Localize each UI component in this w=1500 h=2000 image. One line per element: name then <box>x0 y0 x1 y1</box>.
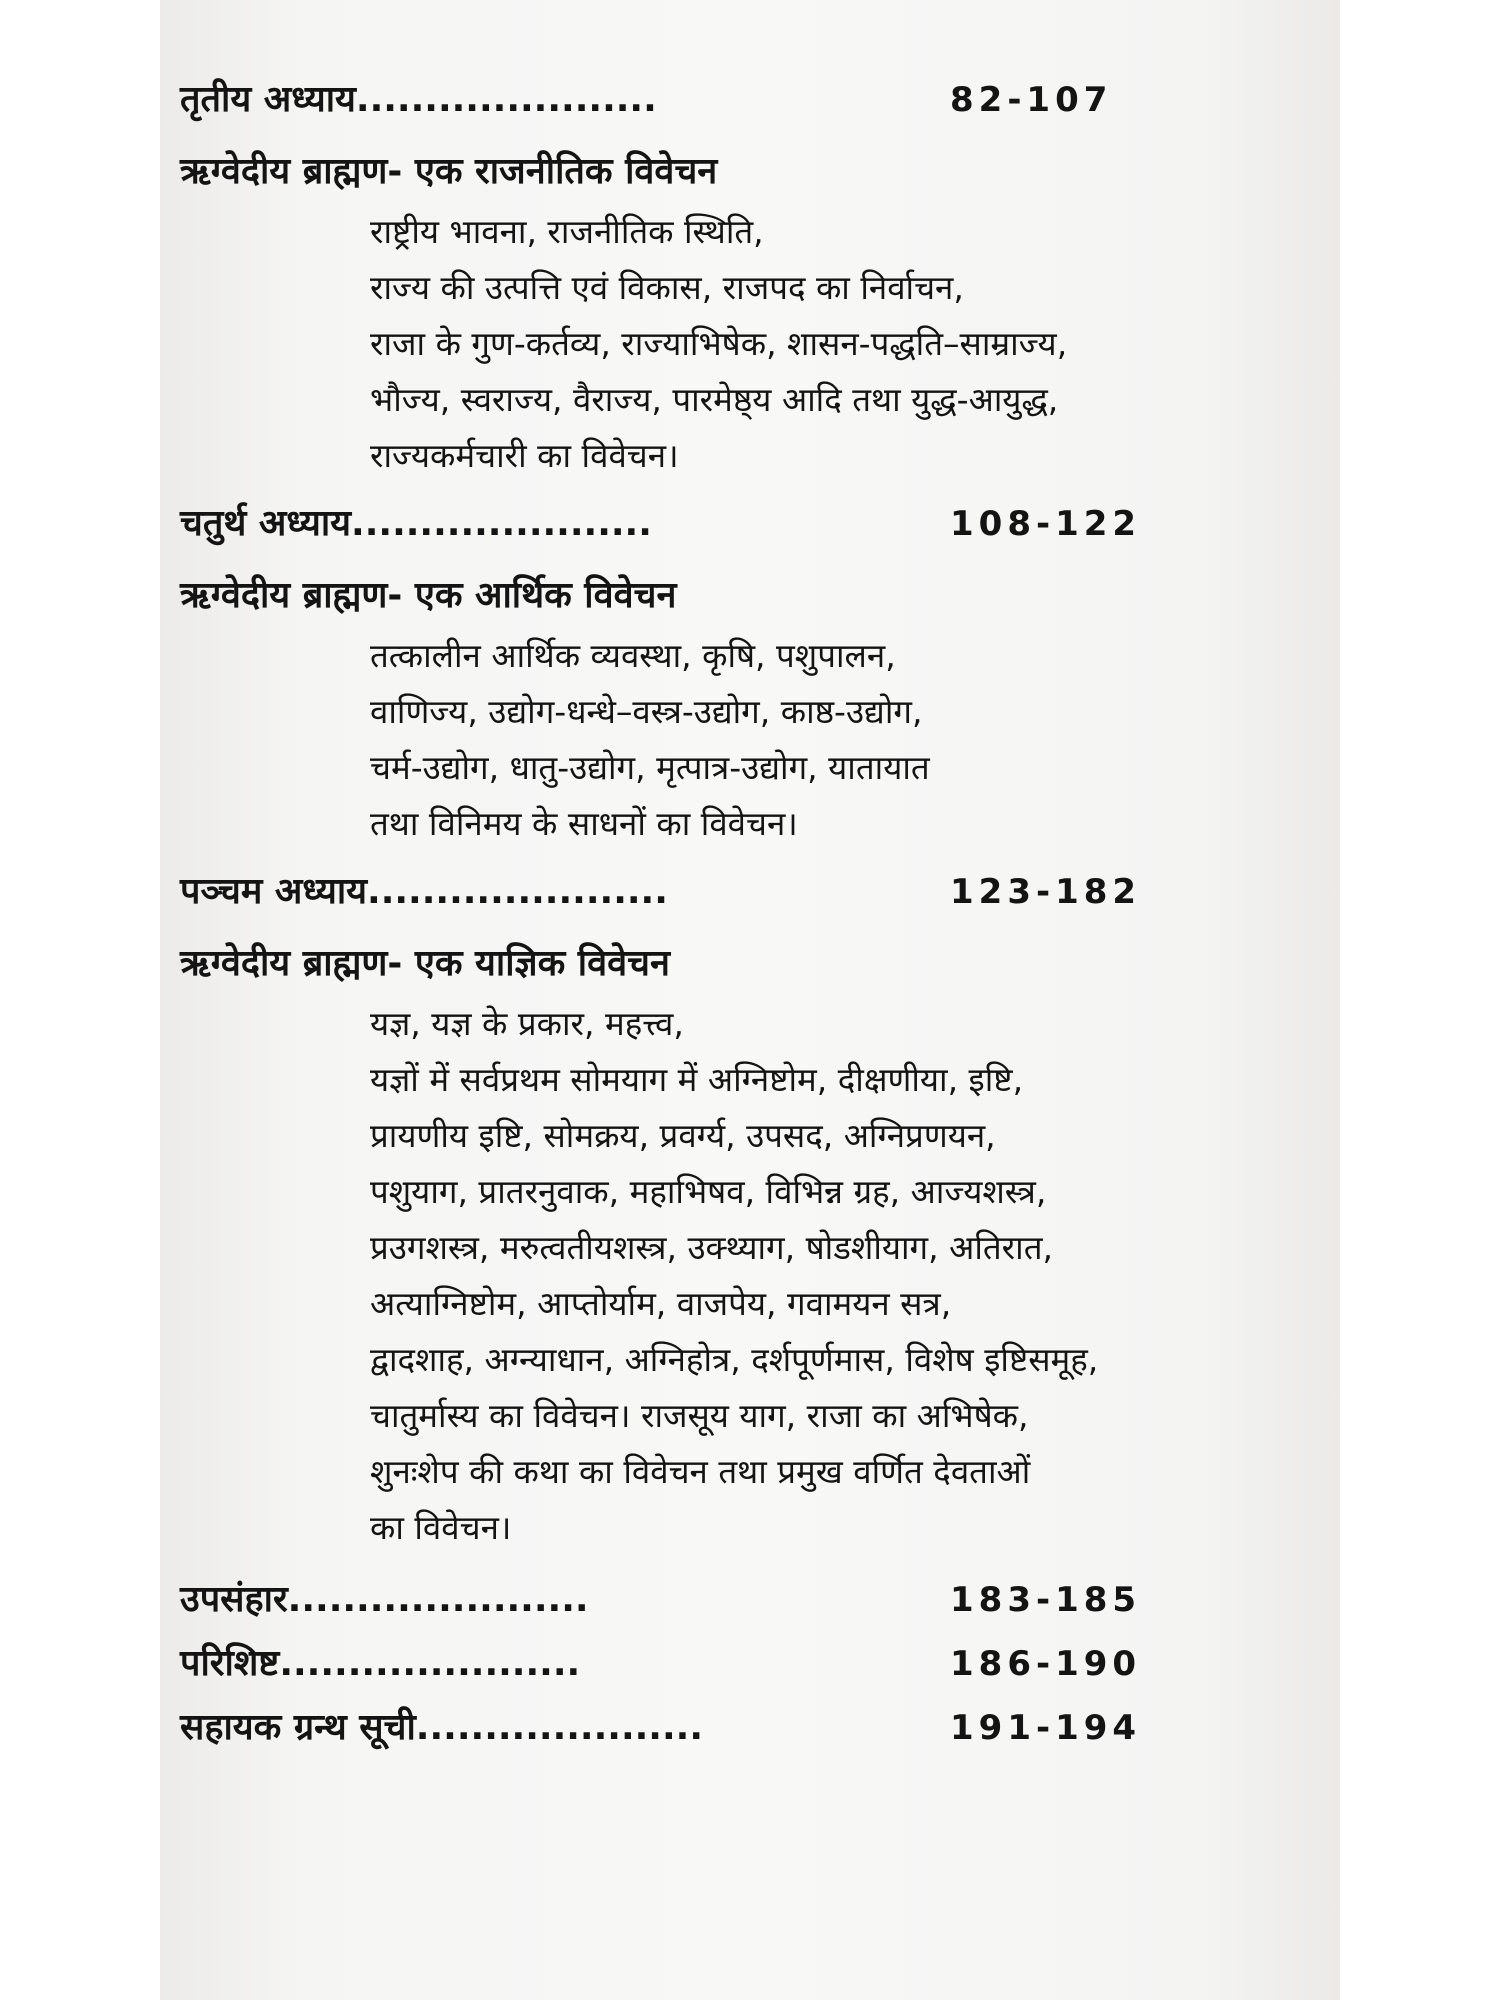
end-entry-conclusion <box>180 1568 1320 1632</box>
entry-heading <box>180 1696 1320 1760</box>
description-line: प्रउगशस्त्र, मरुत्वतीयशस्त्र, उक्थ्याग, षोडशीयाग, अतिरात, <box>370 1228 1054 1267</box>
entry-title: उपसंहार...................... <box>180 1579 589 1620</box>
chapter-heading <box>180 60 1320 140</box>
chapter-description <box>180 204 1320 484</box>
description-line: तथा विनिमय के साधनों का विवेचन। <box>370 804 798 843</box>
description-line: शुनःशेप की कथा का विवेचन तथा प्रमुख वर्णित देवताओं <box>370 1452 1031 1491</box>
description-line: राष्ट्रीय भावना, राजनीतिक स्थिति, <box>370 212 764 251</box>
description-line: यज्ञों में सर्वप्रथम सोमयाग में अग्निष्टोम, दीक्षणीया, इष्टि, <box>370 1060 1024 1099</box>
end-entry-bibliography <box>180 1696 1320 1760</box>
description-line: यज्ञ, यज्ञ के प्रकार, महत्त्व, <box>370 1004 684 1043</box>
chapter-heading <box>180 852 1320 932</box>
entry-heading <box>180 1568 1320 1632</box>
description-line: तत्कालीन आर्थिक व्यवस्था, कृषि, पशुपालन, <box>370 636 896 675</box>
table-of-contents <box>180 60 1320 1760</box>
page-range: 186-190 <box>950 1644 1142 1684</box>
description-line: भौज्य, स्वराज्य, वैराज्य, पारमेष्ठ्य आदि तथा युद्ध-आयुद्ध, <box>370 380 1059 419</box>
chapter-subtitle: ऋग्वेदीय ब्राह्मण- एक आर्थिक विवेचन <box>180 575 677 616</box>
page-range: 183-185 <box>950 1580 1142 1620</box>
description-line: चातुर्मास्य का विवेचन। राजसूय याग, राजा का अभिषेक, <box>370 1396 1029 1435</box>
page-range: 82-107 <box>950 80 1113 120</box>
chapter-title: पञ्चम अध्याय...................... <box>180 871 668 912</box>
page-range: 108-122 <box>950 504 1142 544</box>
entry-title: परिशिष्ट...................... <box>180 1643 581 1684</box>
page-range: 123-182 <box>950 872 1142 912</box>
description-line: का विवेचन। <box>370 1508 512 1547</box>
description-line: चर्म-उद्योग, धातु-उद्योग, मृत्पात्र-उद्योग, यातायात <box>370 748 930 787</box>
description-line: द्वादशाह, अग्न्याधान, अग्निहोत्र, दर्शपूर्णमास, विशेष इष्टिसमूह, <box>370 1340 1099 1379</box>
description-line: पशुयाग, प्रातरनुवाक, महाभिषव, विभिन्न ग्रह, आज्यशस्त्र, <box>370 1172 1047 1211</box>
chapter-title: तृतीय अध्याय...................... <box>180 79 657 120</box>
end-entry-appendix <box>180 1632 1320 1696</box>
description-line: प्रायणीय इष्टि, सोमक्रय, प्रवर्ग्य, उपसद, अग्निप्रणयन, <box>370 1116 996 1155</box>
entry-title: सहायक ग्रन्थ सूची..................... <box>180 1707 704 1748</box>
chapter-subtitle: ऋग्वेदीय ब्राह्मण- एक राजनीतिक विवेचन <box>180 151 718 192</box>
chapter-description <box>180 628 1320 852</box>
description-line: वाणिज्य, उद्योग-धन्धे–वस्त्र-उद्योग, काष्ठ-उद्योग, <box>370 692 923 731</box>
chapter-description <box>180 996 1320 1556</box>
chapter-heading <box>180 484 1320 564</box>
page-range: 191-194 <box>950 1708 1142 1748</box>
chapter-subtitle: ऋग्वेदीय ब्राह्मण- एक याज्ञिक विवेचन <box>180 943 670 984</box>
chapter-title: चतुर्थ अध्याय...................... <box>180 503 652 544</box>
entry-heading <box>180 1632 1320 1696</box>
description-line: अत्याग्निष्टोम, आप्तोर्याम, वाजपेय, गवामयन सत्र, <box>370 1284 952 1323</box>
description-line: राज्यकर्मचारी का विवेचन। <box>370 436 679 475</box>
chapter-4 <box>180 484 1320 852</box>
chapter-5 <box>180 852 1320 1556</box>
description-line: राजा के गुण-कर्तव्य, राज्याभिषेक, शासन-पद्धति–साम्राज्य, <box>370 324 1068 363</box>
description-line: राज्य की उत्पत्ति एवं विकास, राजपद का निर्वाचन, <box>370 268 964 307</box>
spacer <box>180 1556 1320 1568</box>
chapter-3 <box>180 60 1320 484</box>
